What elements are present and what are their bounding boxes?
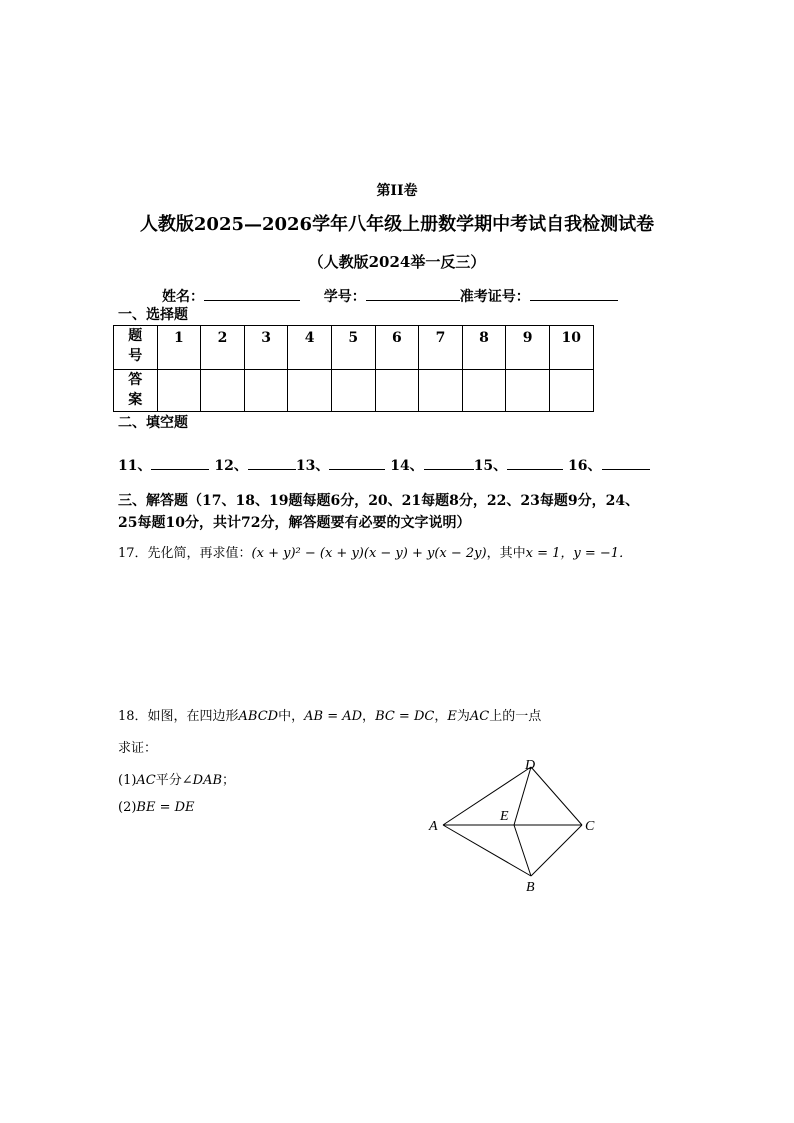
student-info-line [162,286,618,306]
row-header-char: 案 [128,392,143,408]
name-label: 姓名： [162,289,204,305]
part-number: (1) [118,773,137,788]
segment-EB [514,825,531,876]
answer-cell[interactable] [419,370,463,412]
answer-cell[interactable] [506,370,550,412]
question-17 [118,542,632,561]
table-row [114,326,594,370]
blank-field[interactable] [151,457,209,470]
answer-cell[interactable] [201,370,245,412]
q17-condition: x = 1，y = −1． [525,546,633,561]
q18-part1 [118,769,235,788]
answer-table [113,325,594,412]
question-number: 2 [201,326,245,370]
section3-heading-line1: 三、解答题（17、18、19题每题6分，20、21每题8分，22、23每题9分，24、 [118,493,640,509]
answer-cell[interactable] [288,370,332,412]
question-number: 6 [375,326,419,370]
answer-cell[interactable] [157,370,201,412]
prove-label: 求证： [118,741,158,756]
q18-part2 [118,800,195,815]
question-number: 7 [419,326,463,370]
blank-field[interactable] [602,457,650,470]
fill-blank-line [118,455,650,475]
blank-label: 14、 [390,458,424,474]
blank-label: 13、 [295,458,330,474]
row-header-number [114,326,158,370]
q18-text: 18．如图，在四边形 [118,709,239,724]
answer-cell[interactable] [331,370,375,412]
answer-cell[interactable] [549,370,593,412]
label-C: C [585,819,595,834]
q17-expression: (x + y)² − (x + y)(x − y) + y(x − 2y) [251,546,487,561]
id-field[interactable] [366,288,460,301]
blank-field[interactable] [507,457,563,470]
q18-cond2: BC = DC [375,709,435,724]
label-B: B [526,880,535,895]
blank-field[interactable] [248,457,296,470]
q18-text: ， [434,709,448,724]
id-label: 学号： [323,289,366,305]
answer-cell[interactable] [244,370,288,412]
quadrilateral-figure [420,750,610,900]
label-D: D [525,758,536,773]
blank-label: 11、 [118,458,152,474]
q18-text: ， [362,709,376,724]
q18-part1-angle: ∠DAB [181,773,223,788]
q17-prefix: 17．先化简，再求值： [118,546,252,561]
exam-subtitle: （人教版2024举一反三） [308,253,486,271]
q18-point: E [447,709,457,724]
q18-part1-seg: AC [136,773,156,788]
q18-segment: AC [469,709,490,724]
q18-quad: ABCD [238,709,279,724]
label-E: E [500,809,509,824]
name-field[interactable] [204,288,300,301]
question-number: 4 [288,326,332,370]
q18-text: 上的一点 [489,709,542,724]
q18-text: 中， [278,709,305,724]
row-header-answer [114,370,158,412]
q18-text: 为 [456,709,470,724]
question-number: 3 [244,326,288,370]
row-header-char: 号 [128,348,143,364]
exam-number-label: 准考证号： [459,289,530,305]
segment-CB [531,825,582,876]
question-18-stem [118,705,541,724]
q18-cond1: AB = AD [304,709,363,724]
q18-part2-eq: BE = DE [136,800,195,815]
label-A: A [429,819,438,834]
segment-DC [531,767,582,825]
section1-heading: 一、选择题 [118,307,188,323]
volume-label: 第II卷 [376,183,418,199]
q17-cond-prefix: ，其中 [486,546,526,561]
row-header-char: 答 [128,372,143,388]
table-row [114,370,594,412]
answer-cell[interactable] [462,370,506,412]
section2-heading: 二、填空题 [118,415,188,431]
question-number: 9 [506,326,550,370]
blank-field[interactable] [424,457,474,470]
section3-heading-line2: 25每题10分，共计72分，解答题要有必要的文字说明） [118,515,471,531]
question-number: 1 [157,326,201,370]
blank-label: 16、 [568,458,602,474]
segment-ED [514,767,531,825]
row-header-char: 题 [128,328,143,344]
answer-cell[interactable] [375,370,419,412]
blank-label: 15、 [473,458,508,474]
q18-part1-end: ； [222,773,236,788]
exam-title: 人教版2025—2026学年八年级上册数学期中考试自我检测试卷 [139,214,655,235]
segment-AD [443,767,531,825]
segment-BA [443,825,531,876]
question-number: 8 [462,326,506,370]
part-number: (2) [118,800,137,815]
q18-part1-text: 平分 [155,773,182,788]
question-number: 5 [331,326,375,370]
blank-field[interactable] [329,457,385,470]
exam-number-field[interactable] [530,288,618,301]
blank-label: 12、 [214,458,248,474]
question-number: 10 [549,326,593,370]
